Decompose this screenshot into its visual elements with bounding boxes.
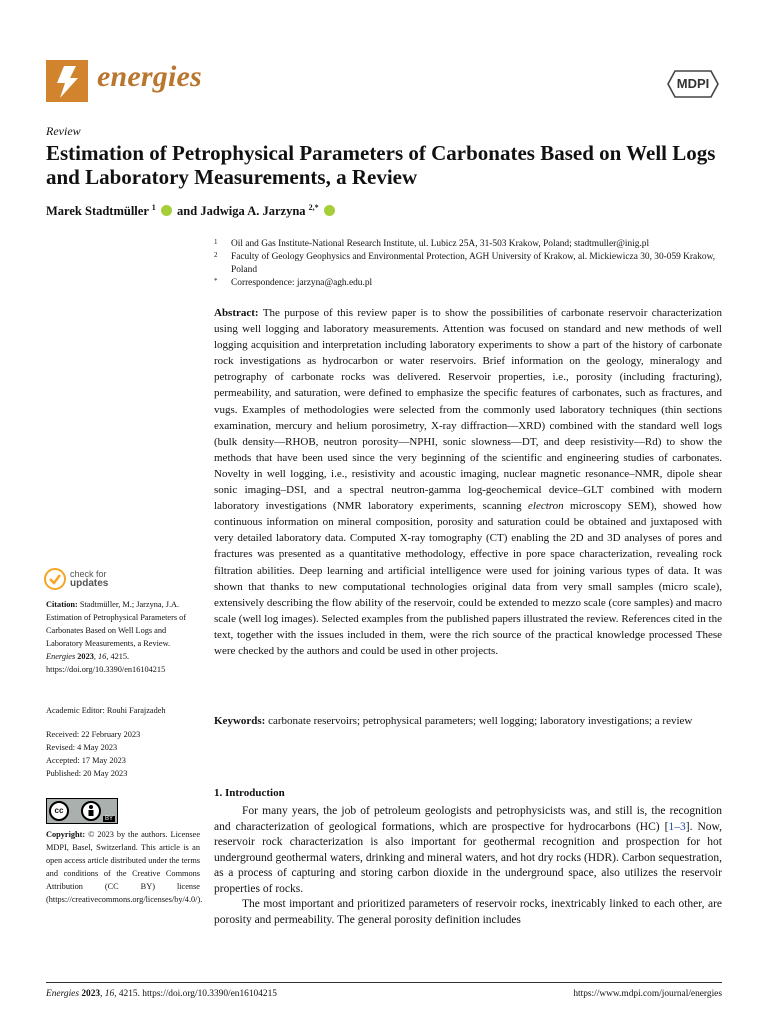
received-date: Received: 22 February 2023 [46,730,141,739]
check-for-updates-badge[interactable] [44,568,164,592]
check-icon [44,568,66,590]
citation-year: 2023 [77,652,94,661]
journal-logo [46,60,88,102]
footer-volume: 16 [104,989,115,999]
affiliation-mark: 1 [214,238,218,246]
citation-label: Citation: [46,600,78,609]
affiliations [214,238,734,290]
author-separator: and [177,204,198,219]
introduction-body [214,804,722,928]
correspondence-text: Correspondence: jarzyna@agh.edu.pl [231,278,373,288]
abstract [214,305,722,659]
citation-journal: Energies [46,652,76,661]
check-for-updates-text [70,570,108,588]
abstract-text: The purpose of this review paper is to show the possibilities of carbonate reservoir characterization using well logging and laboratory measurements. Attention was focused on standard and new methods of well logging acquisition and interpretation including laboratory experiments to show a part of the history of carbonate rock investigations as hydrocarbon or water reservoirs. Brief information on the geology, mineralogy and petrography of carbonate rocks was delivered. Reservoir properties, i.e., porosity (including fracturing), permeability, and saturation, were defined to emphasize the specific features of carbonates, such as fractures, and vugs. Examples of methodologies were selected from the commonly used laboratory techniques (thin sections examination, mercury and helium porosimetry, X-ray diffraction—XRD) combined with the standard well logs (bulk density—RHOB, neutron porosity—NPHI, sonic slowness—DT, and deep resistivity—Rd) to show the methods that have been used since the very beginning of the scientific and engineering studies of carbonates. Novelty in well logging, i.e., resistivity and acoustic imaging, nuclear magnetic resonance–NMR, dipole shear sonic imaging–DSI, and a spectral neutron-gamma log-geochemical device–GLT combined with modern laboratory investigations (NMR laboratory experiments, scanning [214,307,722,513]
footer-citation: Energies 2023, 16, 4215. https://doi.org/10.3390/en16104215 [46,989,277,999]
keywords [214,713,722,729]
accepted-date: Accepted: 17 May 2023 [46,756,126,765]
lightning-bolt-icon [46,60,88,102]
citation-volume: 16 [98,652,107,661]
article-title: Estimation of Petrophysical Parameters of Carbonates Based on Well Logs and Laboratory Measurements, a Review [46,141,716,189]
copyright-text: © 2023 by the authors. Licensee MDPI, Basel, Switzerland. This article is an open access article distributed under the terms and conditions of the Creative Commons Attribution (CC BY) license (https://creativecommons.org/licenses/by/4.0/). [46,830,203,904]
academic-editor: Academic Editor: Rouhi Farajzadeh [46,706,166,715]
affiliation-mark: 2 [214,251,218,259]
author-name: Marek Stadtmüller [46,204,149,219]
abstract-label: Abstract: [214,307,259,319]
section-heading: 1. Introduction [214,787,285,799]
revised-date: Revised: 4 May 2023 [46,743,118,752]
orcid-icon[interactable] [324,205,335,216]
copyright-label: Copyright: [46,830,86,839]
author-affil-mark: 1 [151,203,156,212]
journal-name: energies [97,60,202,93]
abstract-italic: electron [528,500,564,513]
article-type: Review [46,124,81,138]
paragraph [214,804,722,897]
affiliation-mark: * [214,277,218,285]
citation-block: Citation: Stadtmüller, M.; Jarzyna, J.A. Estimation of Petrophysical Parameters of Carbonates Based on Well Logs and Laboratory Measurements, a Review. Energies 2023, 16, 4215. https://doi.org/10.3390/en16104215 [46,600,187,674]
citation-link[interactable]: 1–3 [668,820,686,833]
paragraph-text: For many years, the job of petroleum geologists and petrophysicists was, and still is, the recognition and characterization of geological formations, which are prospective for hydrocarbons (HC) [ [214,805,722,833]
check-line: check for [70,569,107,579]
dates-block [46,728,200,780]
published-date: Published: 20 May 2023 [46,769,128,778]
author-name: Jadwiga A. Jarzyna [200,204,306,219]
affiliation-text: Oil and Gas Institute-National Research Institute, ul. Lubicz 25A, 31-503 Krakow, Poland; stadtmuller@inig.pl [231,239,650,249]
publisher-name: MDPI [676,76,710,91]
cc-by-license-badge[interactable] [46,798,118,824]
footer-divider [46,982,722,983]
author-list [46,203,337,219]
keywords-label: Keywords: [214,715,266,727]
citation-text: Stadtmüller, M.; Jarzyna, J.A. Estimation of Petrophysical Parameters of Carbonates Based on Well Logs and Laboratory Measurements, a Review. [46,600,187,648]
paragraph: The most important and prioritized parameters of reservoir rocks, inextricably linked to each other, are porosity and permeability. The general porosity definition includes [214,898,722,926]
orcid-icon[interactable] [161,205,172,216]
check-line: updates [70,578,109,589]
citation-doi[interactable]: , 4215. https://doi.org/10.3390/en16104215 [46,652,166,674]
keywords-text: carbonate reservoirs; petrophysical parameters; well logging; laboratory investigations; a review [268,715,693,727]
publisher-logo [667,70,719,98]
copyright-block [46,828,203,906]
affiliation-item [214,251,734,277]
footer-journal: Energies [46,989,79,999]
correspondence [214,277,734,290]
cc-icon: cc [49,801,69,821]
abstract-text: microscopy SEM), showed how continuous information on mineral composition, porosity and saturation could be obtained and juxtaposed with very detailed laboratory data. Computed X-ray tomography (CT) enabling the 2D and 3D analyses of pores and fractures was presented as a quantitative methodology, effective in pore space characterization, revealing rock filtration abilities. Deep learning and artificial intelligence were used for joining various types of data. It was shown that thanks to new computational technologies original data from very small samples (micro scale), extensively describing the flow ability of the reservoir, could be extended to mezzo scale (core samples) and macro scale (well log images). Selected examples from the published papers illustrated the review. References cited in the text, together with the issues included in them, were the rich source of the practical knowledge processed These were checked by the authors and could be used in other projects. [214,500,722,657]
person-icon [81,801,101,821]
footer-doi[interactable]: , 4215. https://doi.org/10.3390/en16104215 [114,989,277,999]
by-label: BY [104,816,113,822]
paragraph-text: ]. Now, reservoir rock characterization is also important for geothermal recognition and prospection for hot underground geothermal waters, drinking and mineral waters, and hot dry rocks (HDR). Carbon sequestration, as a process of capturing and storing carbon dioxide in the underground space, also utilizes the reservoir properties of rocks. [214,820,722,895]
affiliation-text: Faculty of Geology Geophysics and Environmental Protection, AGH University of Krakow, al. Mickiewicza 30, 30-059 Krakow, Poland [231,252,716,275]
footer-journal-url[interactable]: https://www.mdpi.com/journal/energies [573,989,722,999]
author-affil-mark: 2,* [308,203,319,212]
affiliation-item [214,238,734,251]
footer-year: 2023 [81,989,101,999]
